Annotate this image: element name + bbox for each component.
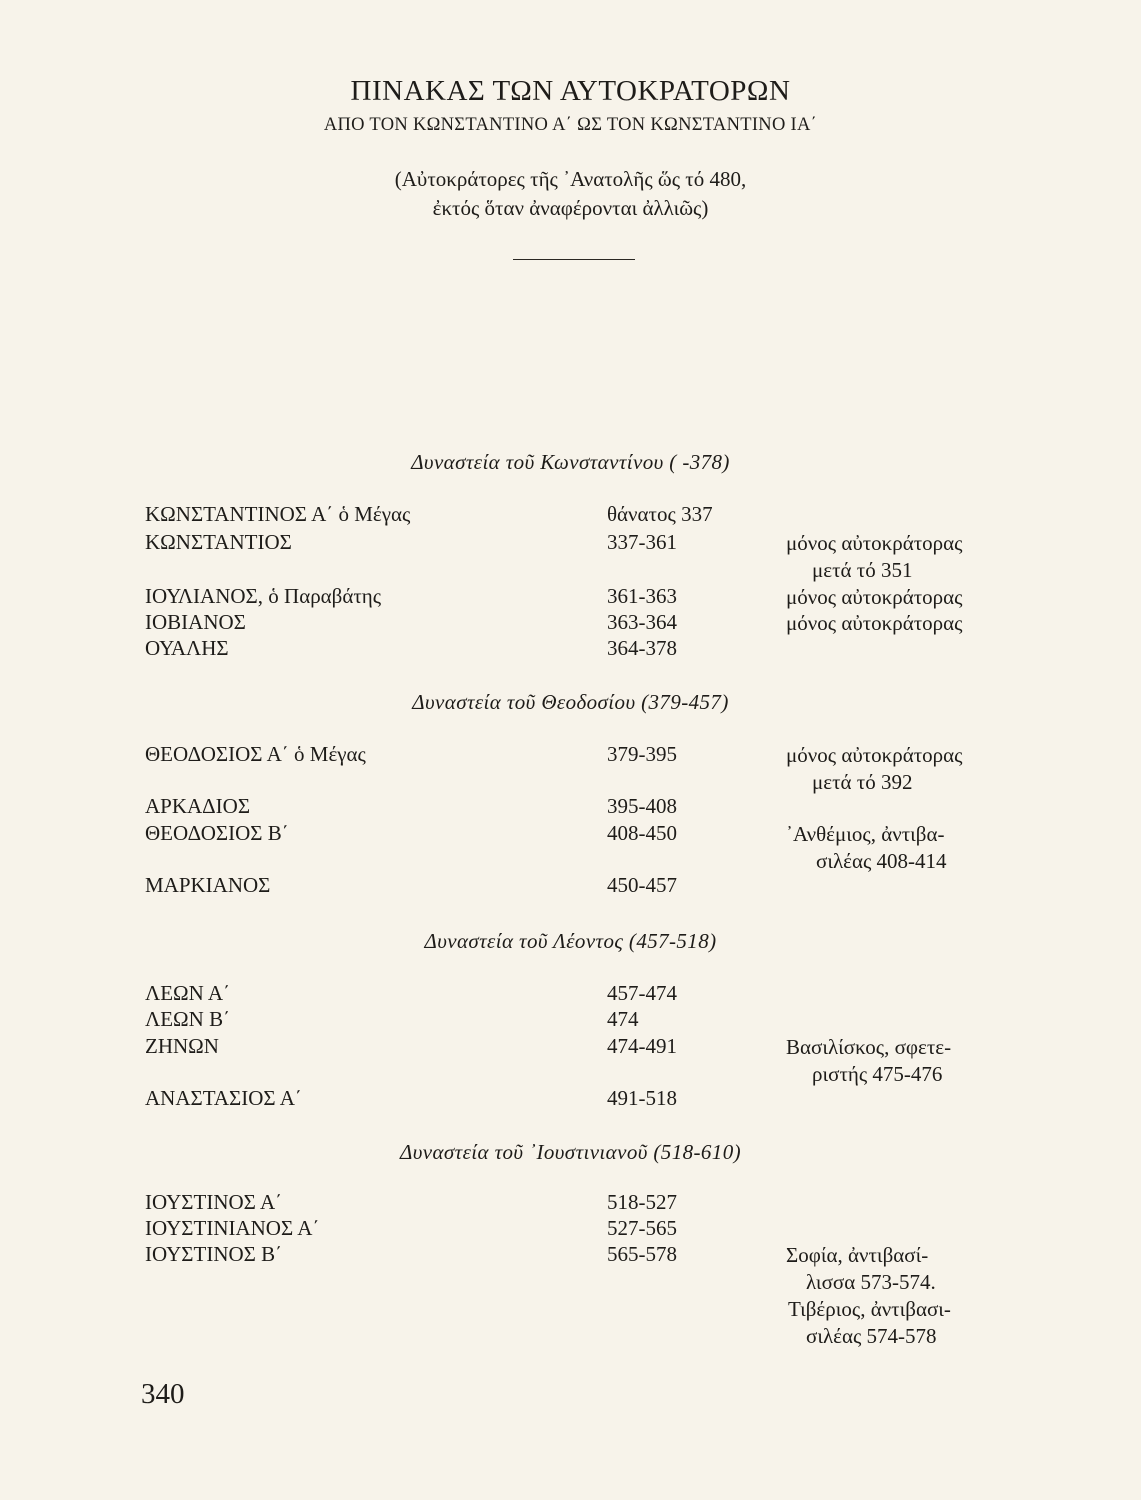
emperor-name: ΜΑΡΚΙΑΝΟΣ — [145, 873, 271, 897]
emperor-name: ΟΥΑΛΗΣ — [145, 636, 229, 660]
reign-years: θάνατος 337 — [607, 502, 713, 526]
emperor-name: ΙΟΥΣΤΙΝΟΣ Α΄ — [145, 1190, 283, 1214]
reign-years: 364-378 — [607, 636, 677, 660]
emperor-name: ΙΟΥΣΤΙΝΟΣ Β΄ — [145, 1242, 283, 1266]
dynasty-heading: Δυναστεία τοῦ Λέοντος (457-518) — [424, 929, 717, 953]
reign-years: 337-361 — [607, 530, 677, 554]
emperor-name: ΚΩΝΣΤΑΝΤΙΝΟΣ Α΄ ὁ Μέγας — [145, 502, 411, 526]
reign-years: 491-518 — [607, 1086, 677, 1110]
divider-rule — [513, 259, 635, 260]
reign-years: 527-565 — [607, 1216, 677, 1240]
reign-years: 518-527 — [607, 1190, 677, 1214]
dynasty-heading: Δυναστεία τοῦ Θεοδοσίου (379-457) — [412, 690, 729, 714]
remark-line: σιλέας 574-578 — [806, 1324, 937, 1348]
remark-line: Σοφία, ἀντιβασί- — [786, 1243, 929, 1267]
intro-note — [0, 165, 1141, 223]
dynasty-heading: Δυναστεία τοῦ ᾿Ιουστινιανοῦ (518-610) — [400, 1140, 741, 1164]
remark-line: μετά τό 392 — [812, 770, 913, 794]
reign-remark: μόνος αὐτοκράτορας — [786, 585, 963, 609]
emperor-name: ΙΟΥΛΙΑΝΟΣ, ὁ Παραβάτης — [145, 584, 382, 608]
page-number: 340 — [141, 1378, 185, 1410]
reign-remark — [786, 530, 962, 584]
intro-note-line: ἐκτός ὅταν ἀναφέρονται ἀλλιῶς) — [432, 196, 709, 220]
reign-years: 363-364 — [607, 610, 677, 634]
remark-line: σιλέας 408-414 — [816, 849, 947, 873]
remark-line: Τιβέριος, ἀντιβασι- — [788, 1297, 951, 1321]
remark-line: μόνος αὐτοκράτορας — [786, 743, 963, 767]
remark-line: ριστής 475-476 — [812, 1062, 943, 1086]
reign-years: 395-408 — [607, 794, 677, 818]
reign-years: 457-474 — [607, 981, 677, 1005]
reign-remark — [786, 821, 947, 875]
reign-years: 450-457 — [607, 873, 677, 897]
remark-line: Βασιλίσκος, σφετε- — [786, 1035, 952, 1059]
emperor-name: ΙΟΒΙΑΝΟΣ — [145, 610, 246, 634]
emperor-name: ΘΕΟΔΟΣΙΟΣ Β΄ — [145, 821, 289, 845]
reign-years: 565-578 — [607, 1242, 677, 1266]
page-subtitle: ΑΠΟ ΤΟΝ ΚΩΝΣΤΑΝΤΙΝΟ Α΄ ΩΣ ΤΟΝ ΚΩΝΣΤΑΝΤΙΝΟ ΙΑ΄ — [323, 115, 818, 135]
intro-note-line: (Αὐτοκράτορες τῆς ᾿Ανατολῆς ὥς τό 480, — [394, 167, 747, 191]
reign-years: 474 — [607, 1007, 639, 1031]
emperor-name: ΛΕΩΝ Β΄ — [145, 1007, 231, 1031]
emperor-name: ΚΩΝΣΤΑΝΤΙΟΣ — [145, 530, 292, 554]
reign-remark — [786, 1034, 951, 1088]
remark-line: ᾿Ανθέμιος, ἀντιβα- — [786, 822, 945, 846]
remark-line: μετά τό 351 — [812, 558, 913, 582]
emperor-name: ΙΟΥΣΤΙΝΙΑΝΟΣ Α΄ — [145, 1216, 320, 1240]
emperor-name: ΛΕΩΝ Α΄ — [145, 981, 231, 1005]
reign-years: 379-395 — [607, 742, 677, 766]
remark-line: λισσα 573-574. — [806, 1270, 936, 1294]
reign-remark — [786, 742, 962, 796]
emperor-name: ΖΗΝΩΝ — [145, 1034, 219, 1058]
reign-remark: μόνος αὐτοκράτορας — [786, 611, 963, 635]
emperor-name: ΑΡΚΑΔΙΟΣ — [145, 794, 251, 818]
reign-years: 361-363 — [607, 584, 677, 608]
page-title: ΠΙΝΑΚΑΣ ΤΩΝ ΑΥΤΟΚΡΑΤΟΡΩΝ — [350, 75, 791, 107]
reign-remark — [786, 1242, 951, 1350]
remark-line: μόνος αὐτοκράτορας — [786, 531, 963, 555]
dynasty-heading: Δυναστεία τοῦ Κωνσταντίνου ( -378) — [411, 450, 730, 474]
reign-years: 408-450 — [607, 821, 677, 845]
emperor-name: ΘΕΟΔΟΣΙΟΣ Α΄ ὁ Μέγας — [145, 742, 366, 766]
emperor-name: ΑΝΑΣΤΑΣΙΟΣ Α΄ — [145, 1086, 302, 1110]
reign-years: 474-491 — [607, 1034, 677, 1058]
